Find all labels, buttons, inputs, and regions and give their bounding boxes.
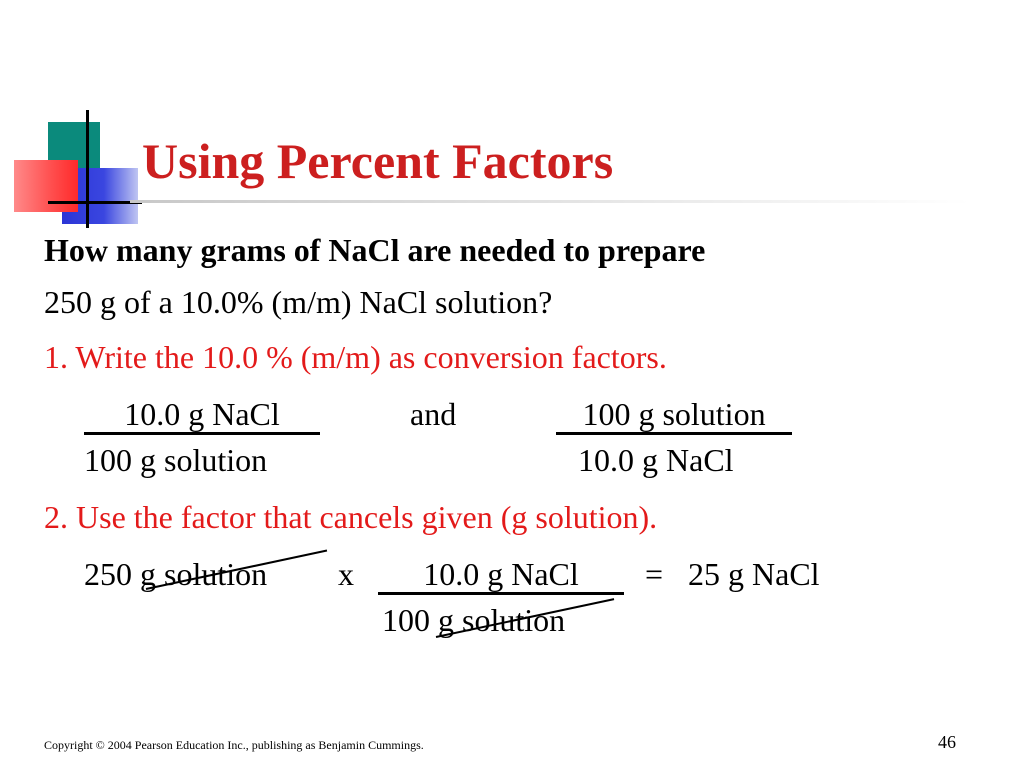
- calc-result: 25 g NaCl: [688, 556, 820, 592]
- factor-1-denominator: 100 g solution: [84, 442, 268, 478]
- step-2-instruction: 2. Use the factor that cancels given (g solution).: [44, 499, 658, 535]
- copyright-footer: Copyright © 2004 Pearson Education Inc., publishing as Benjamin Cummings.: [44, 738, 424, 752]
- factor-2-numerator: 100 g solution: [556, 396, 792, 435]
- calc-factor-denominator: 100 g solution: [382, 602, 566, 638]
- calc-times-sign: x: [338, 556, 354, 592]
- question-line-1: How many grams of NaCl are needed to prepare: [44, 232, 706, 268]
- step-1-instruction: 1. Write the 10.0 % (m/m) as conversion factors.: [44, 339, 667, 375]
- title-underline-rule: [130, 200, 970, 203]
- question-line-2: 250 g of a 10.0% (m/m) NaCl solution?: [44, 284, 553, 320]
- calc-given-quantity: 250 g solution: [84, 556, 268, 592]
- logo-horizontal-line: [48, 201, 142, 204]
- slide-title: Using Percent Factors: [142, 133, 614, 189]
- red-square: [14, 160, 78, 212]
- page-number: 46: [938, 732, 956, 752]
- slide-logo-decoration: [0, 0, 140, 230]
- calc-equals-sign: =: [645, 556, 664, 592]
- and-connector: and: [410, 396, 457, 432]
- factor-1-numerator: 10.0 g NaCl: [84, 396, 320, 435]
- factor-2-denominator: 10.0 g NaCl: [578, 442, 734, 478]
- calc-factor-numerator: 10.0 g NaCl: [378, 556, 624, 595]
- logo-vertical-line: [86, 110, 89, 228]
